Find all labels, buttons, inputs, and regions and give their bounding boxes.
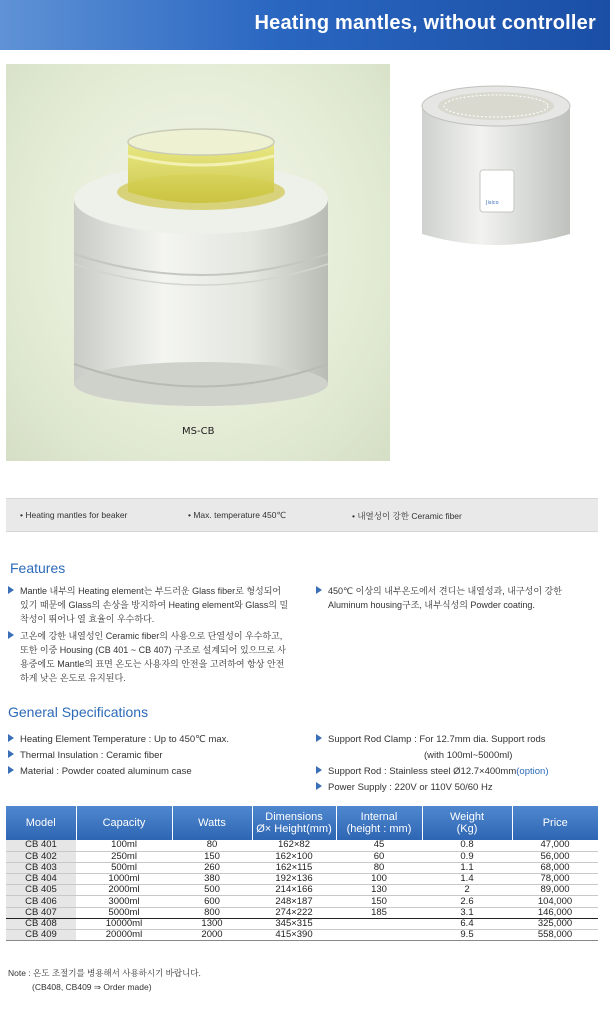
table-row xyxy=(6,862,598,873)
table-cell: 500ml xyxy=(76,862,172,873)
feature-item: Mantle 내부의 Heating element는 부드러운 Glass fiber로 형성되어 있기 때문에 Glass의 손상을 방지하여 Heating element와 Glass의 밀착성이 뛰어나 열 효율이 우수하다. xyxy=(8,584,290,626)
arrow-icon xyxy=(8,586,14,594)
features-heading: Features xyxy=(10,560,66,576)
col-model: Model xyxy=(6,806,76,840)
table-cell: CB 401 xyxy=(6,840,76,851)
spec-item: Material : Powder coated aluminum case xyxy=(8,766,192,777)
table-cell: 6.4 xyxy=(422,918,512,929)
product-photo-main xyxy=(6,64,390,461)
note: Note : 온도 조절기를 병용해서 사용하시기 바랍니다. (CB408, CB409 ⇒ Order made) xyxy=(8,968,201,992)
feature-max-temp: • Max. temperature 450℃ xyxy=(188,510,287,520)
table-cell: 1.1 xyxy=(422,862,512,873)
table-row xyxy=(6,874,598,885)
arrow-icon xyxy=(8,631,14,639)
spec-item: Thermal Insulation : Ceramic fiber xyxy=(8,750,163,761)
arrow-icon xyxy=(316,734,322,742)
specs-heading: General Specifications xyxy=(8,704,149,720)
table-cell: 3000ml xyxy=(76,896,172,907)
table-cell: 146,000 xyxy=(512,907,598,918)
header-bar xyxy=(0,0,610,50)
spec-item: Power Supply : 220V or 110V 50/60 Hz xyxy=(316,782,493,793)
table-cell: 500 xyxy=(172,885,252,896)
table-row xyxy=(6,885,598,896)
table-cell: 150 xyxy=(172,851,252,862)
feature-item: 450℃ 이상의 내부온도에서 견디는 내열성과, 내구성이 강한 Aluminum housing구조, 내부식성의 Powder coating. xyxy=(316,584,600,612)
table-cell: 2.6 xyxy=(422,896,512,907)
table-cell: 2000 xyxy=(172,930,252,941)
table-cell: 60 xyxy=(336,851,422,862)
table-cell: CB 406 xyxy=(6,896,76,907)
table-cell: 248×187 xyxy=(252,896,336,907)
feature-ceramic: • 내열성이 강한 Ceramic fiber xyxy=(352,511,462,521)
table-cell: 104,000 xyxy=(512,896,598,907)
table-cell: CB 408 xyxy=(6,918,76,929)
table-cell: 100 xyxy=(336,874,422,885)
table-cell xyxy=(336,918,422,929)
arrow-icon xyxy=(8,734,14,742)
feature-strip xyxy=(6,498,598,532)
spec-item: Support Rod Clamp : For 12.7mm dia. Support rods xyxy=(316,734,546,745)
table-cell: 345×315 xyxy=(252,918,336,929)
product-photo-small xyxy=(410,76,582,256)
table-cell: CB 409 xyxy=(6,930,76,941)
table-row xyxy=(6,840,598,851)
arrow-icon xyxy=(316,782,322,790)
table-cell: 274×222 xyxy=(252,907,336,918)
spec-item-continued: (with 100ml~5000ml) xyxy=(424,750,513,761)
table-row xyxy=(6,896,598,907)
table-cell: 380 xyxy=(172,874,252,885)
table-cell: 10000ml xyxy=(76,918,172,929)
table-cell: CB 402 xyxy=(6,851,76,862)
arrow-icon xyxy=(8,766,14,774)
product-photo-caption: MS-CB xyxy=(182,426,215,437)
table-cell: 1.4 xyxy=(422,874,512,885)
table-cell: 47,000 xyxy=(512,840,598,851)
col-watts: Watts xyxy=(172,806,252,840)
spec-table xyxy=(6,806,598,941)
table-cell: 162×100 xyxy=(252,851,336,862)
table-cell: 260 xyxy=(172,862,252,873)
table-cell: 9.5 xyxy=(422,930,512,941)
arrow-icon xyxy=(316,766,322,774)
table-cell: 20000ml xyxy=(76,930,172,941)
page-title: Heating mantles, without controller xyxy=(254,12,596,34)
table-cell: 78,000 xyxy=(512,874,598,885)
table-cell: 89,000 xyxy=(512,885,598,896)
controller-mantle-illustration xyxy=(410,76,582,256)
table-cell: 2000ml xyxy=(76,885,172,896)
svg-text:Jisico: Jisico xyxy=(486,200,499,206)
col-internal: Internal (height : mm) xyxy=(336,806,422,840)
spec-item: Heating Element Temperature : Up to 450℃ max. xyxy=(8,734,229,745)
table-cell: CB 407 xyxy=(6,907,76,918)
col-dimensions: Dimensions Ø× Height(mm) xyxy=(252,806,336,840)
table-cell: 162×115 xyxy=(252,862,336,873)
table-cell: 600 xyxy=(172,896,252,907)
table-cell: CB 404 xyxy=(6,874,76,885)
col-capacity: Capacity xyxy=(76,806,172,840)
table-cell: 100ml xyxy=(76,840,172,851)
table-cell: CB 405 xyxy=(6,885,76,896)
col-weight: Weight (Kg) xyxy=(422,806,512,840)
table-cell: 80 xyxy=(336,862,422,873)
table-cell: 45 xyxy=(336,840,422,851)
feature-beaker: • Heating mantles for beaker xyxy=(20,510,128,520)
table-cell: 162×82 xyxy=(252,840,336,851)
table-row xyxy=(6,907,598,918)
table-cell: 150 xyxy=(336,896,422,907)
table-cell: 250ml xyxy=(76,851,172,862)
table-cell: 3.1 xyxy=(422,907,512,918)
table-cell: 415×390 xyxy=(252,930,336,941)
table-cell: 130 xyxy=(336,885,422,896)
table-cell: 68,000 xyxy=(512,862,598,873)
col-price: Price xyxy=(512,806,598,840)
table-row xyxy=(6,930,598,941)
table-cell: CB 403 xyxy=(6,862,76,873)
table-cell: 1000ml xyxy=(76,874,172,885)
table-cell: 0.9 xyxy=(422,851,512,862)
table-cell: 325,000 xyxy=(512,918,598,929)
table-cell: 185 xyxy=(336,907,422,918)
table-header-row xyxy=(6,806,598,840)
option-tag: (option) xyxy=(516,766,549,777)
feature-item: 고온에 강한 내열성인 Ceramic fiber의 사용으로 단열성이 우수하고, 또한 이중 Housing (CB 401 ~ CB 407) 구조로 설계되어 있으므로 사용중에도 Mantle의 표면 온도는 사용자의 안전을 고려하여 항상 안전하게 낮은 온도로 유지된다. xyxy=(8,629,290,685)
table-cell: 192×136 xyxy=(252,874,336,885)
heating-mantle-illustration xyxy=(6,64,390,461)
arrow-icon xyxy=(8,750,14,758)
table-cell: 0.8 xyxy=(422,840,512,851)
table-cell: 558,000 xyxy=(512,930,598,941)
table-cell: 5000ml xyxy=(76,907,172,918)
table-row xyxy=(6,851,598,862)
table-cell: 800 xyxy=(172,907,252,918)
arrow-icon xyxy=(316,586,322,594)
spec-item: Support Rod : Stainless steel Ø12.7×400mm(option) xyxy=(316,766,548,777)
table-cell: 1300 xyxy=(172,918,252,929)
table-cell: 56,000 xyxy=(512,851,598,862)
table-cell xyxy=(336,930,422,941)
table-cell: 214×166 xyxy=(252,885,336,896)
table-row xyxy=(6,918,598,929)
table-cell: 80 xyxy=(172,840,252,851)
table-cell: 2 xyxy=(422,885,512,896)
